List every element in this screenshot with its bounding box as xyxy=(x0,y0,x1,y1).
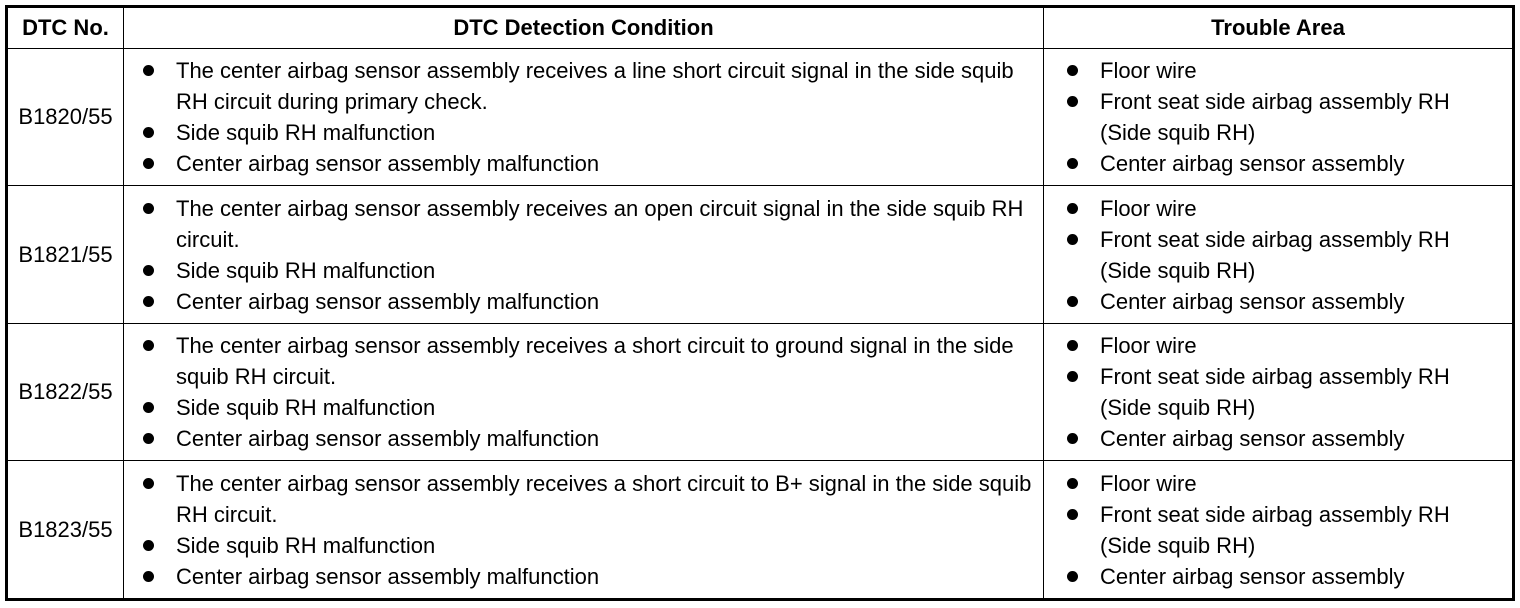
trouble-area-item: Center airbag sensor assembly xyxy=(1100,423,1506,454)
table-row xyxy=(7,323,1514,460)
table-row xyxy=(7,186,1514,323)
condition-list xyxy=(124,330,1043,454)
trouble-area-item: Floor wire xyxy=(1100,330,1506,361)
condition-list xyxy=(124,55,1043,179)
trouble-area-item: Front seat side airbag assembly RH (Side squib RH) xyxy=(1100,499,1506,561)
trouble-area-item: Floor wire xyxy=(1100,55,1506,86)
header-row xyxy=(7,7,1514,49)
condition-list xyxy=(124,193,1043,317)
table-row xyxy=(7,461,1514,600)
condition-item: Side squib RH malfunction xyxy=(176,530,1037,561)
header-trouble-area: Trouble Area xyxy=(1044,7,1514,49)
table-row xyxy=(7,49,1514,186)
trouble-area-item: Center airbag sensor assembly xyxy=(1100,148,1506,179)
condition-item: Center airbag sensor assembly malfunction xyxy=(176,148,1037,179)
condition-item: Center airbag sensor assembly malfunction xyxy=(176,286,1037,317)
condition-item: Side squib RH malfunction xyxy=(176,255,1037,286)
trouble-area-item: Front seat side airbag assembly RH (Side squib RH) xyxy=(1100,224,1506,286)
condition-item: Side squib RH malfunction xyxy=(176,117,1037,148)
detection-condition-cell xyxy=(124,186,1044,323)
trouble-area-list xyxy=(1044,55,1512,179)
trouble-area-cell xyxy=(1044,49,1514,186)
dtc-table xyxy=(5,5,1515,601)
condition-list xyxy=(124,468,1043,592)
header-dtc-no: DTC No. xyxy=(7,7,124,49)
trouble-area-item: Center airbag sensor assembly xyxy=(1100,561,1506,592)
trouble-area-list xyxy=(1044,468,1512,592)
dtc-code: B1821/55 xyxy=(7,186,124,323)
detection-condition-cell xyxy=(124,323,1044,460)
condition-item: The center airbag sensor assembly receives a line short circuit signal in the side squib RH circuit during primary check. xyxy=(176,55,1037,117)
trouble-area-item: Front seat side airbag assembly RH (Side squib RH) xyxy=(1100,86,1506,148)
header-detection-condition: DTC Detection Condition xyxy=(124,7,1044,49)
trouble-area-cell xyxy=(1044,186,1514,323)
trouble-area-list xyxy=(1044,330,1512,454)
trouble-area-item: Center airbag sensor assembly xyxy=(1100,286,1506,317)
condition-item: The center airbag sensor assembly receives a short circuit to ground signal in the side squib RH circuit. xyxy=(176,330,1037,392)
dtc-code: B1820/55 xyxy=(7,49,124,186)
dtc-code: B1823/55 xyxy=(7,461,124,600)
trouble-area-item: Floor wire xyxy=(1100,193,1506,224)
condition-item: Center airbag sensor assembly malfunction xyxy=(176,423,1037,454)
detection-condition-cell xyxy=(124,49,1044,186)
dtc-code: B1822/55 xyxy=(7,323,124,460)
condition-item: The center airbag sensor assembly receives an open circuit signal in the side squib RH circuit. xyxy=(176,193,1037,255)
trouble-area-cell xyxy=(1044,461,1514,600)
detection-condition-cell xyxy=(124,461,1044,600)
condition-item: The center airbag sensor assembly receives a short circuit to B+ signal in the side squib RH circuit. xyxy=(176,468,1037,530)
condition-item: Center airbag sensor assembly malfunction xyxy=(176,561,1037,592)
trouble-area-list xyxy=(1044,193,1512,317)
trouble-area-item: Front seat side airbag assembly RH (Side squib RH) xyxy=(1100,361,1506,423)
trouble-area-cell xyxy=(1044,323,1514,460)
condition-item: Side squib RH malfunction xyxy=(176,392,1037,423)
trouble-area-item: Floor wire xyxy=(1100,468,1506,499)
